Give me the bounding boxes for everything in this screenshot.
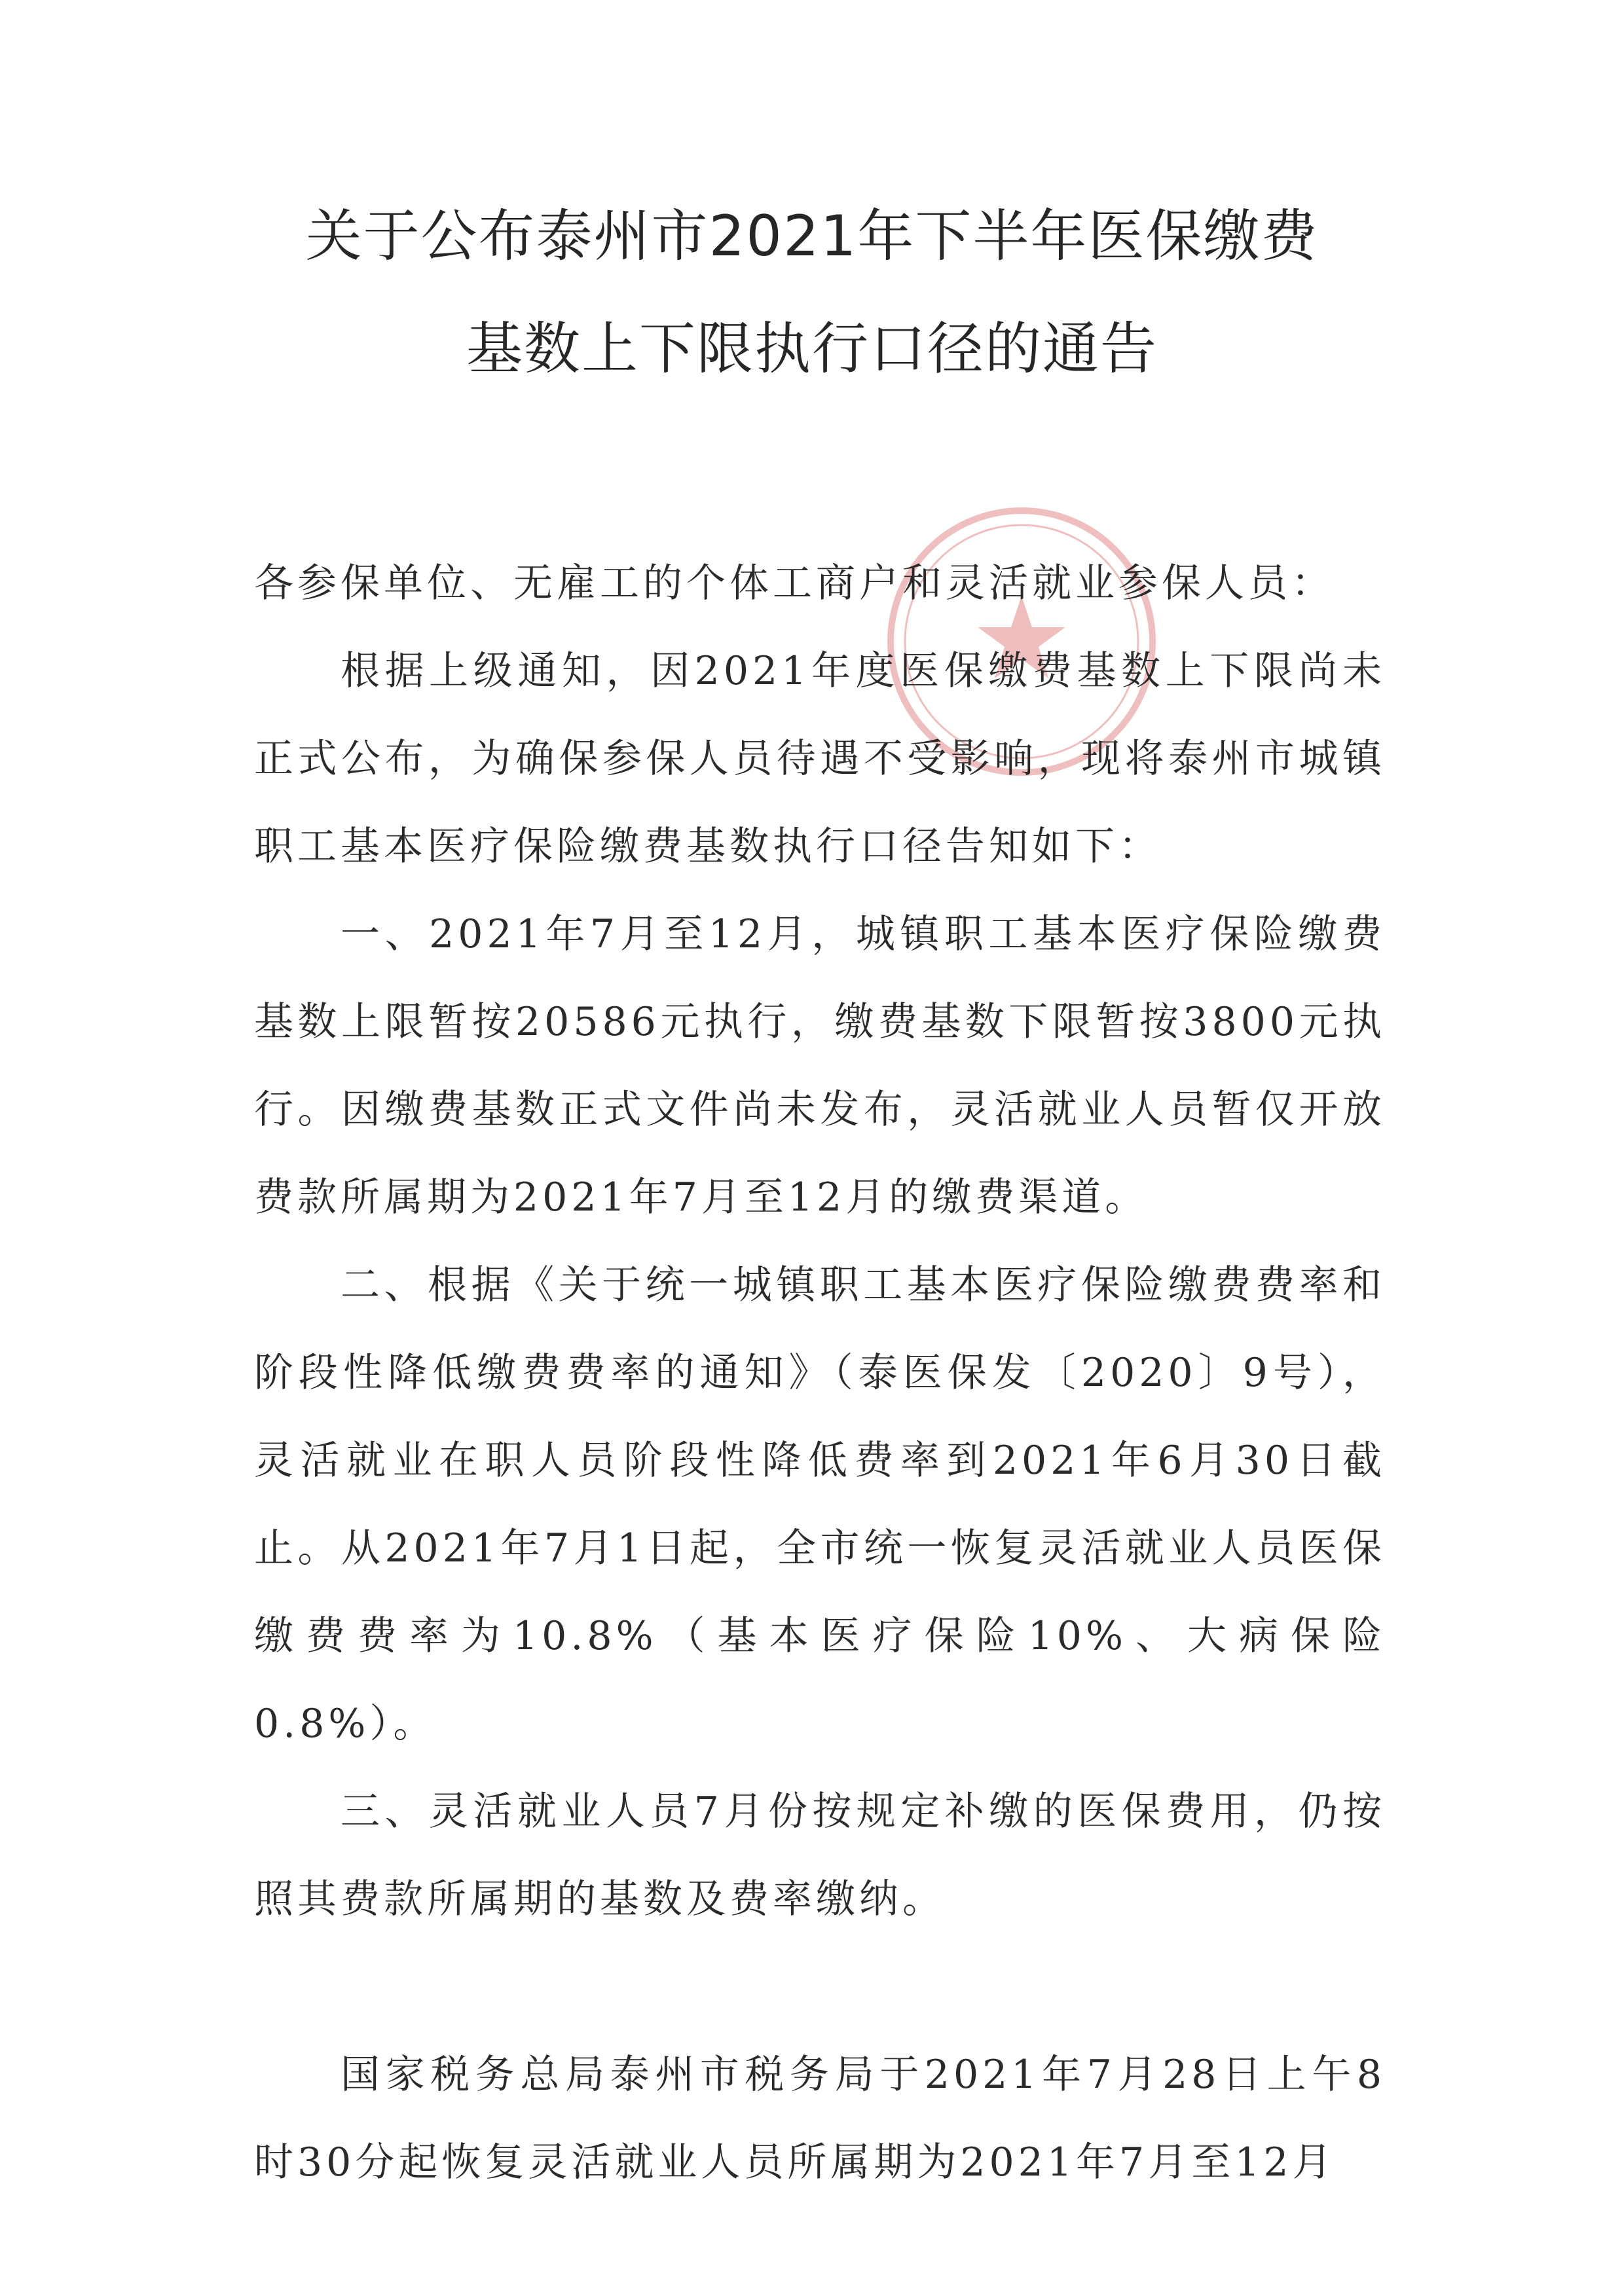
paragraph-item-1: 一、2021年7月至12月，城镇职工基本医疗保险缴费基数上限暂按20586元执行，缴费基数下限暂按3800元执行。因缴费基数正式文件尚未发布，灵活就业人员暂仅开放费款所属期为2021年7月至12月的缴费渠道。	[254, 911, 1386, 1220]
document-title	[196, 204, 1428, 382]
paragraph-item-3: 三、灵活就业人员7月份按规定补缴的医保费用，仍按照其费款所属期的基数及费率缴纳。	[254, 1789, 1386, 1922]
title-line-1: 关于公布泰州市2021年下半年医保缴费	[305, 204, 1319, 269]
paragraph-closing: 国家税务总局泰州市税务局于2021年7月28日上午8时30分起恢复灵活就业人员所属期为2021年7月至12月	[254, 2052, 1386, 2185]
paragraph-intro: 根据上级通知，因2021年度医保缴费基数上下限尚未正式公布，为确保参保人员待遇不受影响，现将泰州市城镇职工基本医疗保险缴费基数执行口径告知如下：	[254, 648, 1386, 869]
salutation: 各参保单位、无雇工的个体工商户和灵活就业参保人员：	[254, 560, 1335, 606]
document-body	[254, 539, 1386, 2206]
paragraph-item-2: 二、根据《关于统一城镇职工基本医疗保险缴费费率和阶段性降低缴费费率的通知》（泰医保发〔2020〕9号），灵活就业在职人员阶段性降低费率到2021年6月30日截止。从2021年7月1日起，全市统一恢复灵活就业人员医保缴费费率为10.8%（基本医疗保险10%、大病保险0.8%）。	[254, 1262, 1386, 1747]
title-line-2: 基数上下限执行口径的通告	[466, 316, 1158, 382]
